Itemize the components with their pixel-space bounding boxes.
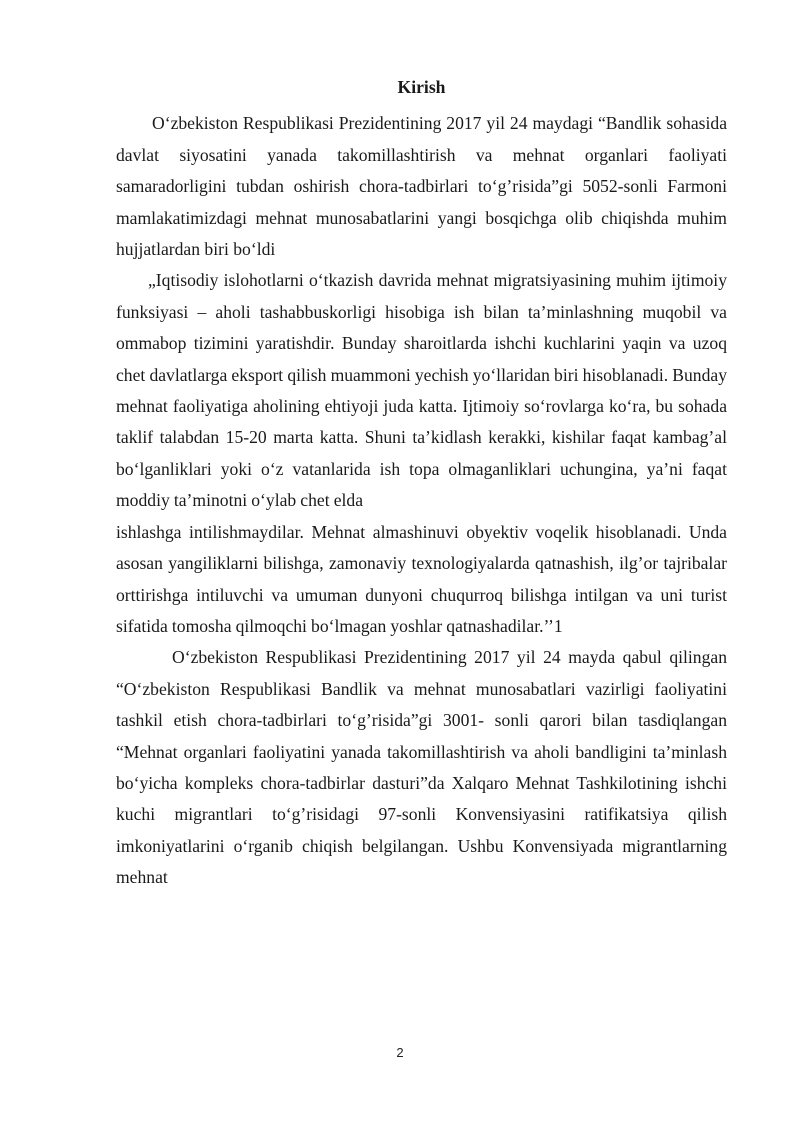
section-title: Kirish (397, 77, 446, 97)
paragraph-quote-continued: ishlashga intilishmaydilar. Mehnat almashinuvi obyektiv voqelik hisoblanadi. Unda asosan yangiliklarni bilishga, zamonaviy texnologiyalarda qatnashish, ilg’or tajribalar orttirishga intiluvchi va umuman dunyoni chuqurroq bilishga intilgan va uni turist sifatida tomosha qilmoqchi bo‘lmagan yoshlar qatnashadilar.’’1 (116, 521, 727, 636)
document-body (116, 72, 727, 894)
page-number: 2 (396, 1045, 404, 1060)
paragraph-decree: O‘zbekiston Respublikasi Prezidentining 2017 yil 24 maydagi “Bandlik sohasida davlat siyosatini yanada takomillashtirish va mehnat organlari faoliyati samaradorligini tubdan oshirish chora-tadbirlari to‘g’risida”gi 5052-sonli Farmoni mamlakatimizdagi mehnat munosabatlarini yangi bosqichga olib chiqishda muhim hujjatlardan biri bo‘ldi (116, 113, 727, 260)
paragraph-quote: „Iqtisodiy islohotlarni o‘tkazish davrida mehnat migratsiyasining muhim ijtimoiy funksiyasi – aholi tashabbuskorligi hisobiga ish bilan ta’minlashning muqobil va ommabop tizimini yaratishdir. Bunday sharoitlarda ishchi kuchlarini yaqin va uzoq chet davlatlarga eksport qilish muammoni yechish yo‘llaridan biri hisoblanadi. Bunday mehnat faoliyatiga aholining ehtiyoji juda katta. Ijtimoiy so‘rovlarga ko‘ra, bu sohada taklif talabdan 15-20 marta katta. Shuni ta’kidlash kerakki, kishilar faqat kambag’al bo‘lganliklari yoki o‘z vatanlarida ish topa olmaganliklari uchungina, ya’ni faqat moddiy ta’minotni o‘ylab chet elda (116, 270, 727, 511)
paragraph-resolution: O‘zbekiston Respublikasi Prezidentining 2017 yil 24 mayda qabul qilingan “O‘zbekiston Respublikasi Bandlik va mehnat munosabatlari vazirligi faoliyatini tashkil etish chora-tadbirlari to‘g’risida”gi 3001- sonli qarori bilan tasdiqlangan “Mehnat organlari faoliyatini yanada takomillashtirish va aholi bandligini ta’minlash bo‘yicha kompleks chora-tadbirlar dasturi”da Xalqaro Mehnat Tashkilotining ishchi kuchi migrantlari to‘g’risidagi 97-sonli Konvensiyasini ratifikatsiya qilish imkoniyatlarini o‘rganib chiqish belgilangan. Ushbu Konvensiyada migrantlarning mehnat (116, 647, 727, 888)
